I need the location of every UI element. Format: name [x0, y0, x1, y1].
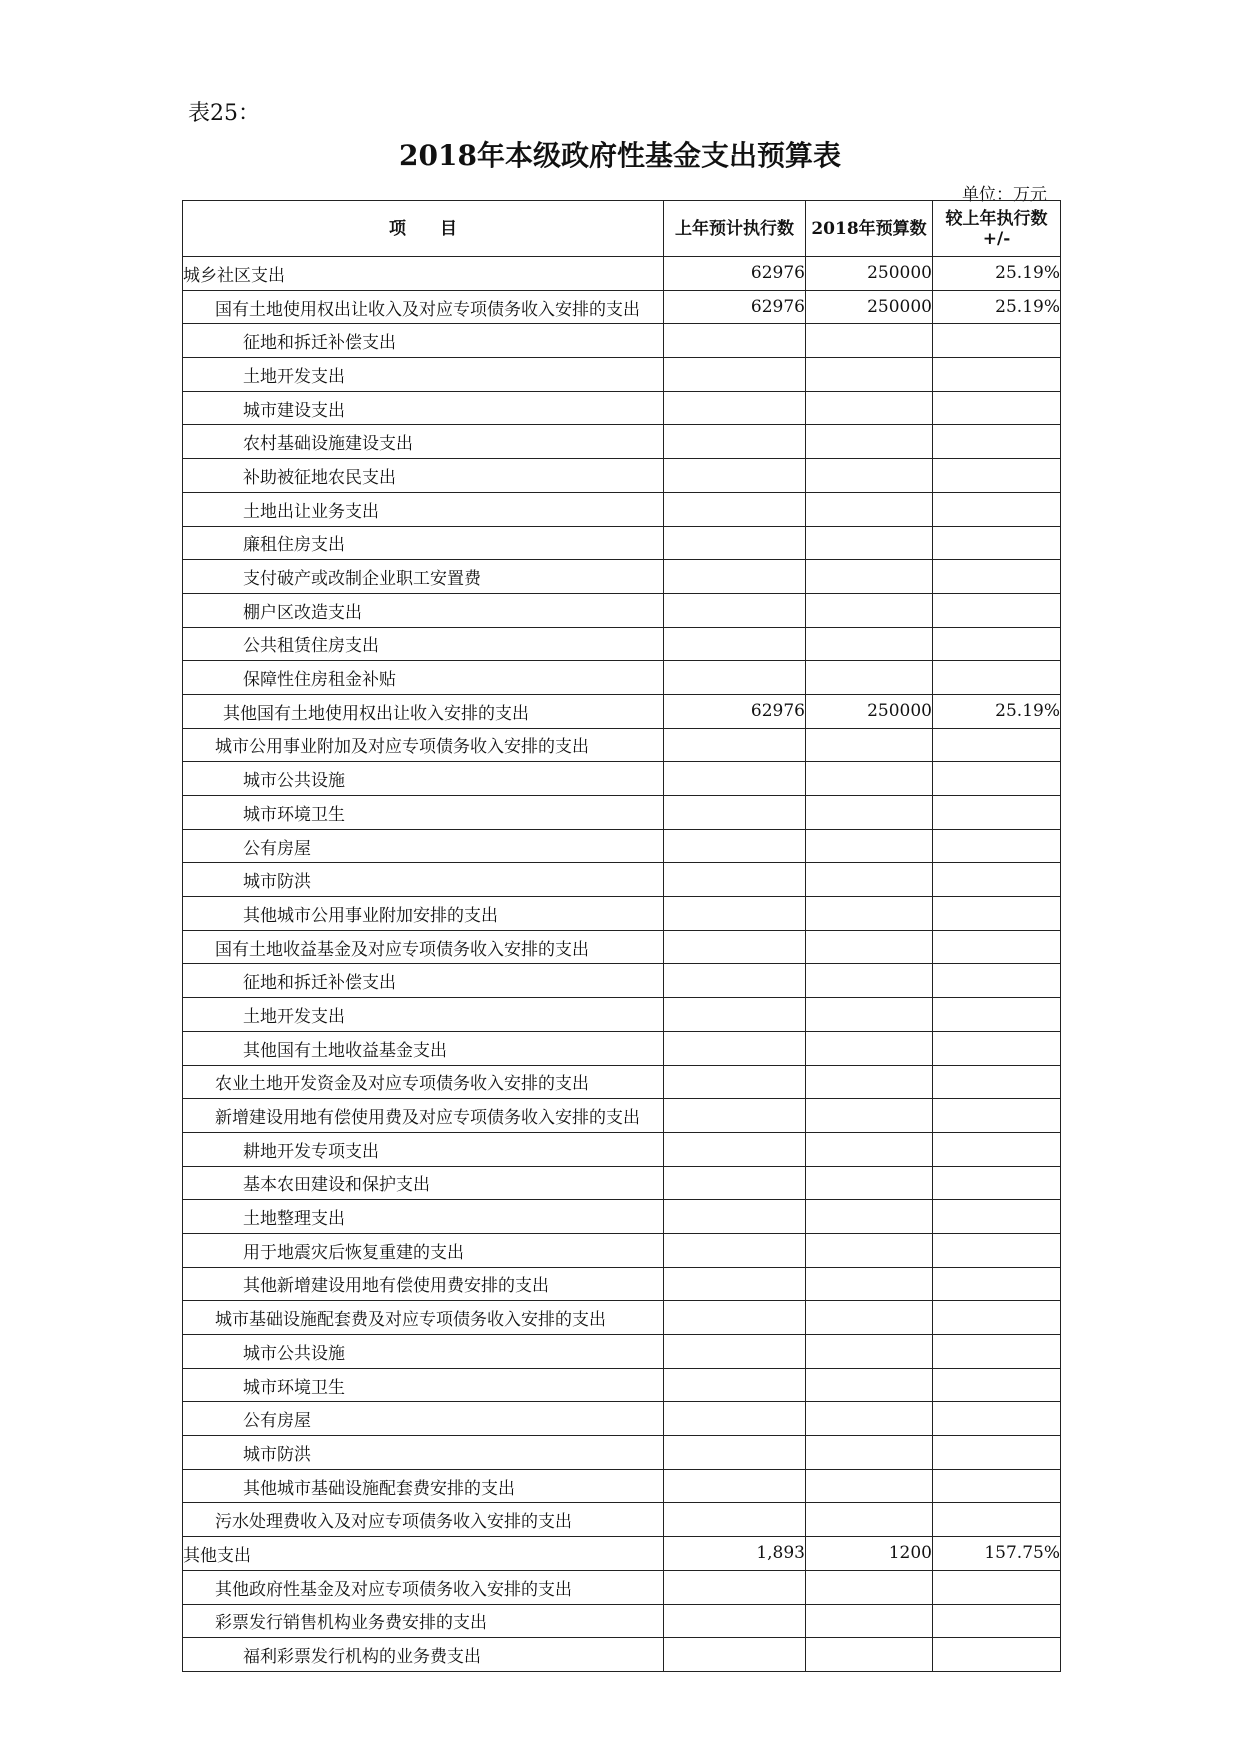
table-row	[183, 863, 1061, 897]
row-change-value	[933, 1469, 1061, 1503]
row-budget-value: 250000	[806, 290, 933, 324]
row-budget-value	[806, 661, 933, 695]
row-change-value	[933, 1065, 1061, 1099]
row-change-value	[933, 1604, 1061, 1638]
table-row	[183, 694, 1061, 728]
table-row	[183, 492, 1061, 526]
table-row	[183, 1436, 1061, 1470]
row-item-name: 城市公共设施	[183, 762, 664, 796]
row-item-name: 其他国有土地收益基金支出	[183, 1031, 664, 1065]
row-prev-value	[664, 358, 806, 392]
row-prev-value: 62976	[664, 257, 806, 291]
row-item-name: 城市防洪	[183, 1436, 664, 1470]
table-row	[183, 358, 1061, 392]
row-budget-value	[806, 1402, 933, 1436]
row-prev-value	[664, 661, 806, 695]
row-item-name: 城市基础设施配套费及对应专项债务收入安排的支出	[183, 1301, 664, 1335]
row-budget-value: 250000	[806, 257, 933, 291]
row-prev-value	[664, 930, 806, 964]
row-budget-value	[806, 425, 933, 459]
row-change-value	[933, 391, 1061, 425]
table-row	[183, 1402, 1061, 1436]
row-prev-value	[664, 1368, 806, 1402]
row-item-name: 土地开发支出	[183, 358, 664, 392]
row-prev-value	[664, 1301, 806, 1335]
row-change-value	[933, 930, 1061, 964]
row-budget-value	[806, 1368, 933, 1402]
row-prev-value	[664, 492, 806, 526]
row-item-name: 农村基础设施建设支出	[183, 425, 664, 459]
table-row	[183, 1469, 1061, 1503]
row-prev-value	[664, 762, 806, 796]
row-item-name: 补助被征地农民支出	[183, 459, 664, 493]
row-change-value	[933, 1570, 1061, 1604]
column-header-change: 较上年执行数+/-	[933, 201, 1061, 257]
row-budget-value	[806, 796, 933, 830]
table-row	[183, 1368, 1061, 1402]
row-item-name: 污水处理费收入及对应专项债务收入安排的支出	[183, 1503, 664, 1537]
row-prev-value	[664, 998, 806, 1032]
row-prev-value	[664, 1166, 806, 1200]
row-budget-value	[806, 358, 933, 392]
row-prev-value	[664, 897, 806, 931]
row-change-value: 25.19%	[933, 694, 1061, 728]
budget-table	[182, 200, 1061, 1672]
row-item-name: 城乡社区支出	[183, 257, 664, 291]
row-prev-value	[664, 391, 806, 425]
row-item-name: 国有土地使用权出让收入及对应专项债务收入安排的支出	[183, 290, 664, 324]
row-prev-value: 62976	[664, 694, 806, 728]
row-budget-value	[806, 1233, 933, 1267]
row-change-value: 25.19%	[933, 257, 1061, 291]
row-budget-value	[806, 1638, 933, 1672]
table-header-row	[183, 201, 1061, 257]
row-budget-value: 250000	[806, 694, 933, 728]
row-prev-value	[664, 1469, 806, 1503]
row-prev-value	[664, 1402, 806, 1436]
row-item-name: 城市环境卫生	[183, 1368, 664, 1402]
row-change-value	[933, 1301, 1061, 1335]
row-budget-value	[806, 526, 933, 560]
table-row	[183, 964, 1061, 998]
table-row	[183, 728, 1061, 762]
row-budget-value	[806, 1099, 933, 1133]
row-change-value	[933, 762, 1061, 796]
row-item-name: 土地整理支出	[183, 1200, 664, 1234]
row-change-value	[933, 358, 1061, 392]
row-prev-value	[664, 1065, 806, 1099]
row-change-value	[933, 593, 1061, 627]
row-item-name: 国有土地收益基金及对应专项债务收入安排的支出	[183, 930, 664, 964]
row-budget-value	[806, 492, 933, 526]
row-prev-value	[664, 1335, 806, 1369]
row-change-value	[933, 425, 1061, 459]
row-change-value	[933, 1200, 1061, 1234]
table-row	[183, 1233, 1061, 1267]
row-item-name: 土地开发支出	[183, 998, 664, 1032]
table-row	[183, 593, 1061, 627]
table-row	[183, 998, 1061, 1032]
row-prev-value	[664, 1638, 806, 1672]
table-row	[183, 627, 1061, 661]
row-change-value	[933, 324, 1061, 358]
row-prev-value	[664, 863, 806, 897]
row-prev-value	[664, 1503, 806, 1537]
row-budget-value	[806, 762, 933, 796]
row-prev-value	[664, 1570, 806, 1604]
table-row	[183, 1335, 1061, 1369]
row-item-name: 其他国有土地使用权出让收入安排的支出	[183, 694, 664, 728]
row-change-value	[933, 492, 1061, 526]
row-budget-value	[806, 459, 933, 493]
row-budget-value	[806, 1570, 933, 1604]
table-row	[183, 526, 1061, 560]
table-row	[183, 459, 1061, 493]
row-budget-value	[806, 1335, 933, 1369]
row-budget-value	[806, 1469, 933, 1503]
row-budget-value	[806, 1132, 933, 1166]
table-row	[183, 290, 1061, 324]
row-prev-value	[664, 1132, 806, 1166]
row-budget-value	[806, 324, 933, 358]
row-budget-value	[806, 1503, 933, 1537]
row-budget-value	[806, 1604, 933, 1638]
row-change-value	[933, 897, 1061, 931]
table-row	[183, 1267, 1061, 1301]
table-row	[183, 661, 1061, 695]
row-change-value	[933, 728, 1061, 762]
table-row	[183, 1570, 1061, 1604]
table-row	[183, 829, 1061, 863]
row-budget-value	[806, 964, 933, 998]
row-prev-value	[664, 593, 806, 627]
row-change-value	[933, 1267, 1061, 1301]
row-item-name: 公共租赁住房支出	[183, 627, 664, 661]
row-change-value	[933, 661, 1061, 695]
table-row	[183, 1537, 1061, 1571]
table-row	[183, 257, 1061, 291]
table-row	[183, 324, 1061, 358]
row-budget-value: 1200	[806, 1537, 933, 1571]
row-prev-value	[664, 1267, 806, 1301]
row-budget-value	[806, 1301, 933, 1335]
table-row	[183, 1200, 1061, 1234]
row-item-name: 廉租住房支出	[183, 526, 664, 560]
row-change-value	[933, 998, 1061, 1032]
row-change-value	[933, 964, 1061, 998]
row-budget-value	[806, 897, 933, 931]
row-budget-value	[806, 1200, 933, 1234]
row-budget-value	[806, 627, 933, 661]
column-header-item: 项 目	[183, 201, 664, 257]
row-prev-value	[664, 1031, 806, 1065]
row-prev-value	[664, 459, 806, 493]
row-change-value	[933, 1335, 1061, 1369]
row-item-name: 其他支出	[183, 1537, 664, 1571]
row-budget-value	[806, 930, 933, 964]
row-prev-value	[664, 1200, 806, 1234]
row-item-name: 其他城市公用事业附加安排的支出	[183, 897, 664, 931]
row-budget-value	[806, 829, 933, 863]
table-row	[183, 930, 1061, 964]
row-change-value	[933, 1166, 1061, 1200]
row-budget-value	[806, 560, 933, 594]
row-prev-value	[664, 627, 806, 661]
row-change-value	[933, 1638, 1061, 1672]
table-row	[183, 1638, 1061, 1672]
row-prev-value	[664, 1436, 806, 1470]
page-title: 2018年本级政府性基金支出预算表	[399, 139, 841, 172]
table-row	[183, 1065, 1061, 1099]
row-prev-value	[664, 964, 806, 998]
row-change-value	[933, 796, 1061, 830]
table-row	[183, 1031, 1061, 1065]
table-row	[183, 762, 1061, 796]
row-change-value	[933, 829, 1061, 863]
table-row	[183, 1166, 1061, 1200]
row-item-name: 基本农田建设和保护支出	[183, 1166, 664, 1200]
row-item-name: 福利彩票发行机构的业务费支出	[183, 1638, 664, 1672]
row-prev-value	[664, 829, 806, 863]
row-change-value	[933, 1233, 1061, 1267]
row-item-name: 其他城市基础设施配套费安排的支出	[183, 1469, 664, 1503]
row-item-name: 城市公共设施	[183, 1335, 664, 1369]
table-row	[183, 1301, 1061, 1335]
row-change-value	[933, 627, 1061, 661]
row-prev-value	[664, 1099, 806, 1133]
row-item-name: 保障性住房租金补贴	[183, 661, 664, 695]
table-row	[183, 425, 1061, 459]
column-header-prev: 上年预计执行数	[664, 201, 806, 257]
table-row	[183, 560, 1061, 594]
row-item-name: 征地和拆迁补偿支出	[183, 964, 664, 998]
table-row	[183, 1604, 1061, 1638]
row-item-name: 其他政府性基金及对应专项债务收入安排的支出	[183, 1570, 664, 1604]
row-item-name: 城市环境卫生	[183, 796, 664, 830]
unit-label: 单位：万元	[962, 185, 1047, 205]
row-prev-value	[664, 796, 806, 830]
row-item-name: 城市公用事业附加及对应专项债务收入安排的支出	[183, 728, 664, 762]
row-item-name: 新增建设用地有偿使用费及对应专项债务收入安排的支出	[183, 1099, 664, 1133]
row-item-name: 征地和拆迁补偿支出	[183, 324, 664, 358]
row-prev-value	[664, 324, 806, 358]
row-prev-value	[664, 728, 806, 762]
row-budget-value	[806, 391, 933, 425]
column-header-budget: 2018年预算数	[806, 201, 933, 257]
row-budget-value	[806, 593, 933, 627]
table-row	[183, 796, 1061, 830]
row-item-name: 棚户区改造支出	[183, 593, 664, 627]
table-row	[183, 897, 1061, 931]
row-prev-value: 62976	[664, 290, 806, 324]
row-item-name: 农业土地开发资金及对应专项债务收入安排的支出	[183, 1065, 664, 1099]
row-prev-value: 1,893	[664, 1537, 806, 1571]
row-change-value	[933, 1099, 1061, 1133]
row-prev-value	[664, 526, 806, 560]
row-item-name: 耕地开发专项支出	[183, 1132, 664, 1166]
row-change-value	[933, 526, 1061, 560]
table-row	[183, 1132, 1061, 1166]
row-prev-value	[664, 425, 806, 459]
row-change-value: 157.75%	[933, 1537, 1061, 1571]
table-row	[183, 391, 1061, 425]
row-change-value: 25.19%	[933, 290, 1061, 324]
row-change-value	[933, 1436, 1061, 1470]
table-label: 表25：	[188, 101, 260, 126]
row-change-value	[933, 1402, 1061, 1436]
row-budget-value	[806, 1166, 933, 1200]
row-item-name: 彩票发行销售机构业务费安排的支出	[183, 1604, 664, 1638]
row-item-name: 公有房屋	[183, 829, 664, 863]
row-item-name: 其他新增建设用地有偿使用费安排的支出	[183, 1267, 664, 1301]
row-change-value	[933, 560, 1061, 594]
row-item-name: 支付破产或改制企业职工安置费	[183, 560, 664, 594]
row-change-value	[933, 1503, 1061, 1537]
row-item-name: 公有房屋	[183, 1402, 664, 1436]
row-item-name: 土地出让业务支出	[183, 492, 664, 526]
table-row	[183, 1099, 1061, 1133]
row-prev-value	[664, 1604, 806, 1638]
table-row	[183, 1503, 1061, 1537]
row-budget-value	[806, 998, 933, 1032]
row-budget-value	[806, 1436, 933, 1470]
row-item-name: 用于地震灾后恢复重建的支出	[183, 1233, 664, 1267]
row-prev-value	[664, 560, 806, 594]
row-change-value	[933, 1368, 1061, 1402]
row-budget-value	[806, 1267, 933, 1301]
row-item-name: 城市防洪	[183, 863, 664, 897]
row-budget-value	[806, 1065, 933, 1099]
row-budget-value	[806, 728, 933, 762]
row-change-value	[933, 1031, 1061, 1065]
row-prev-value	[664, 1233, 806, 1267]
row-item-name: 城市建设支出	[183, 391, 664, 425]
row-change-value	[933, 459, 1061, 493]
row-budget-value	[806, 1031, 933, 1065]
row-budget-value	[806, 863, 933, 897]
row-change-value	[933, 863, 1061, 897]
row-change-value	[933, 1132, 1061, 1166]
